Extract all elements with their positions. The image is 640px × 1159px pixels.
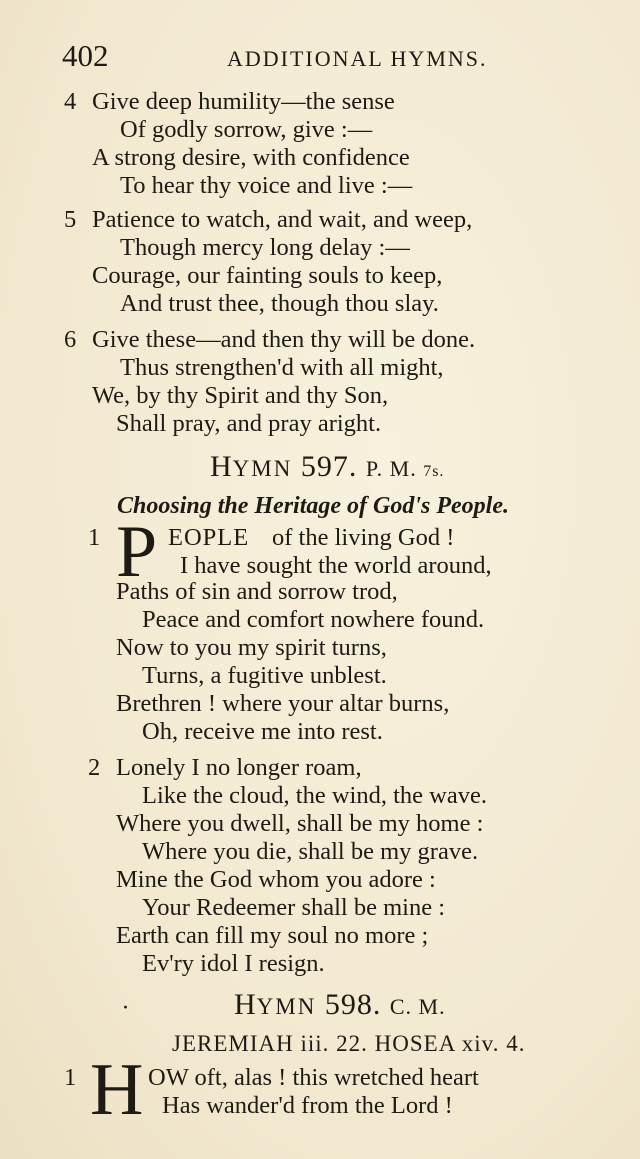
verse-line: Patience to watch, and wait, and weep, <box>92 206 473 233</box>
verse-line: Turns, a fugitive unblest. <box>142 662 387 689</box>
drop-cap: H <box>90 1049 144 1131</box>
running-title: ADDITIONAL HYMNS. <box>227 46 488 71</box>
verse-line: Give deep humility—the sense <box>92 88 395 115</box>
stanza-number: 1 <box>64 1064 77 1091</box>
verse-line: OW oft, alas ! this wretched heart <box>148 1064 479 1091</box>
verse-line: To hear thy voice and live :— <box>120 172 413 199</box>
hymn-title-rest: YMN <box>232 456 293 481</box>
verse-line-first-word: EOPLE <box>168 524 250 551</box>
hymn-subtitle: Choosing the Heritage of God's People. <box>117 493 509 519</box>
ink-dot: · <box>122 996 129 1021</box>
hymn-title <box>234 988 446 1024</box>
verse-line: Of godly sorrow, give :— <box>120 116 373 143</box>
verse-line: Has wander'd from the Lord ! <box>162 1092 453 1119</box>
verse-line: Your Redeemer shall be mine : <box>142 894 446 921</box>
verse-line: Lonely I no longer roam, <box>116 754 362 781</box>
verse-line: Oh, receive me into rest. <box>142 718 383 745</box>
hymn-number: 597. <box>300 450 358 483</box>
verse-line: Earth can fill my soul no more ; <box>116 922 429 949</box>
hymn-meter: C. M. <box>389 994 446 1019</box>
verse-line: Brethren ! where your altar burns, <box>116 690 450 717</box>
verse-line: And trust thee, though thou slay. <box>120 290 439 317</box>
bleed-through-text <box>590 150 640 1050</box>
verse-line: Give these—and then thy will be done. <box>92 326 476 353</box>
verse-line: Mine the God whom you adore : <box>116 866 436 893</box>
hymn-title-initial: H <box>234 988 257 1021</box>
verse-line: Peace and comfort nowhere found. <box>142 606 485 633</box>
verse-line: We, by thy Spirit and thy Son, <box>92 382 389 409</box>
page-number: 402 <box>62 38 109 73</box>
drop-cap: P <box>116 511 158 593</box>
verse-line: Where you dwell, shall be my home : <box>116 810 484 837</box>
verse-line: Now to you my spirit turns, <box>116 634 387 661</box>
hymn-number: 598. <box>324 988 382 1021</box>
verse-line: Though mercy long delay :— <box>120 234 410 261</box>
stanza-number: 5 <box>64 206 77 233</box>
verse-line: Paths of sin and sorrow trod, <box>116 578 398 605</box>
verse-line: Thus strengthen'd with all might, <box>120 354 444 381</box>
verse-line: Shall pray, and pray aright. <box>116 410 382 437</box>
stanza-number: 1 <box>88 524 101 551</box>
page-header <box>62 38 522 72</box>
hymn-title-rest: YMN <box>256 994 317 1019</box>
stanza-number: 6 <box>64 326 77 353</box>
scripture-reference: JEREMIAH iii. 22. HOSEA xiv. 4. <box>172 1031 526 1056</box>
verse-line: of the living God ! <box>272 524 455 551</box>
hymn-title <box>210 450 444 489</box>
verse-line: A strong desire, with confidence <box>92 144 410 171</box>
verse-line: I have sought the world around, <box>180 552 492 579</box>
stanza-number: 2 <box>88 754 101 781</box>
verse-line: Where you die, shall be my grave. <box>142 838 479 865</box>
hymn-meter: P. M. 7s. <box>365 456 445 481</box>
verse-line: Courage, our fainting souls to keep, <box>92 262 443 289</box>
hymn-title-initial: H <box>210 450 233 483</box>
stanza-number: 4 <box>64 88 77 115</box>
verse-line: Ev'ry idol I resign. <box>142 950 325 977</box>
verse-line: Like the cloud, the wind, the wave. <box>142 782 487 809</box>
